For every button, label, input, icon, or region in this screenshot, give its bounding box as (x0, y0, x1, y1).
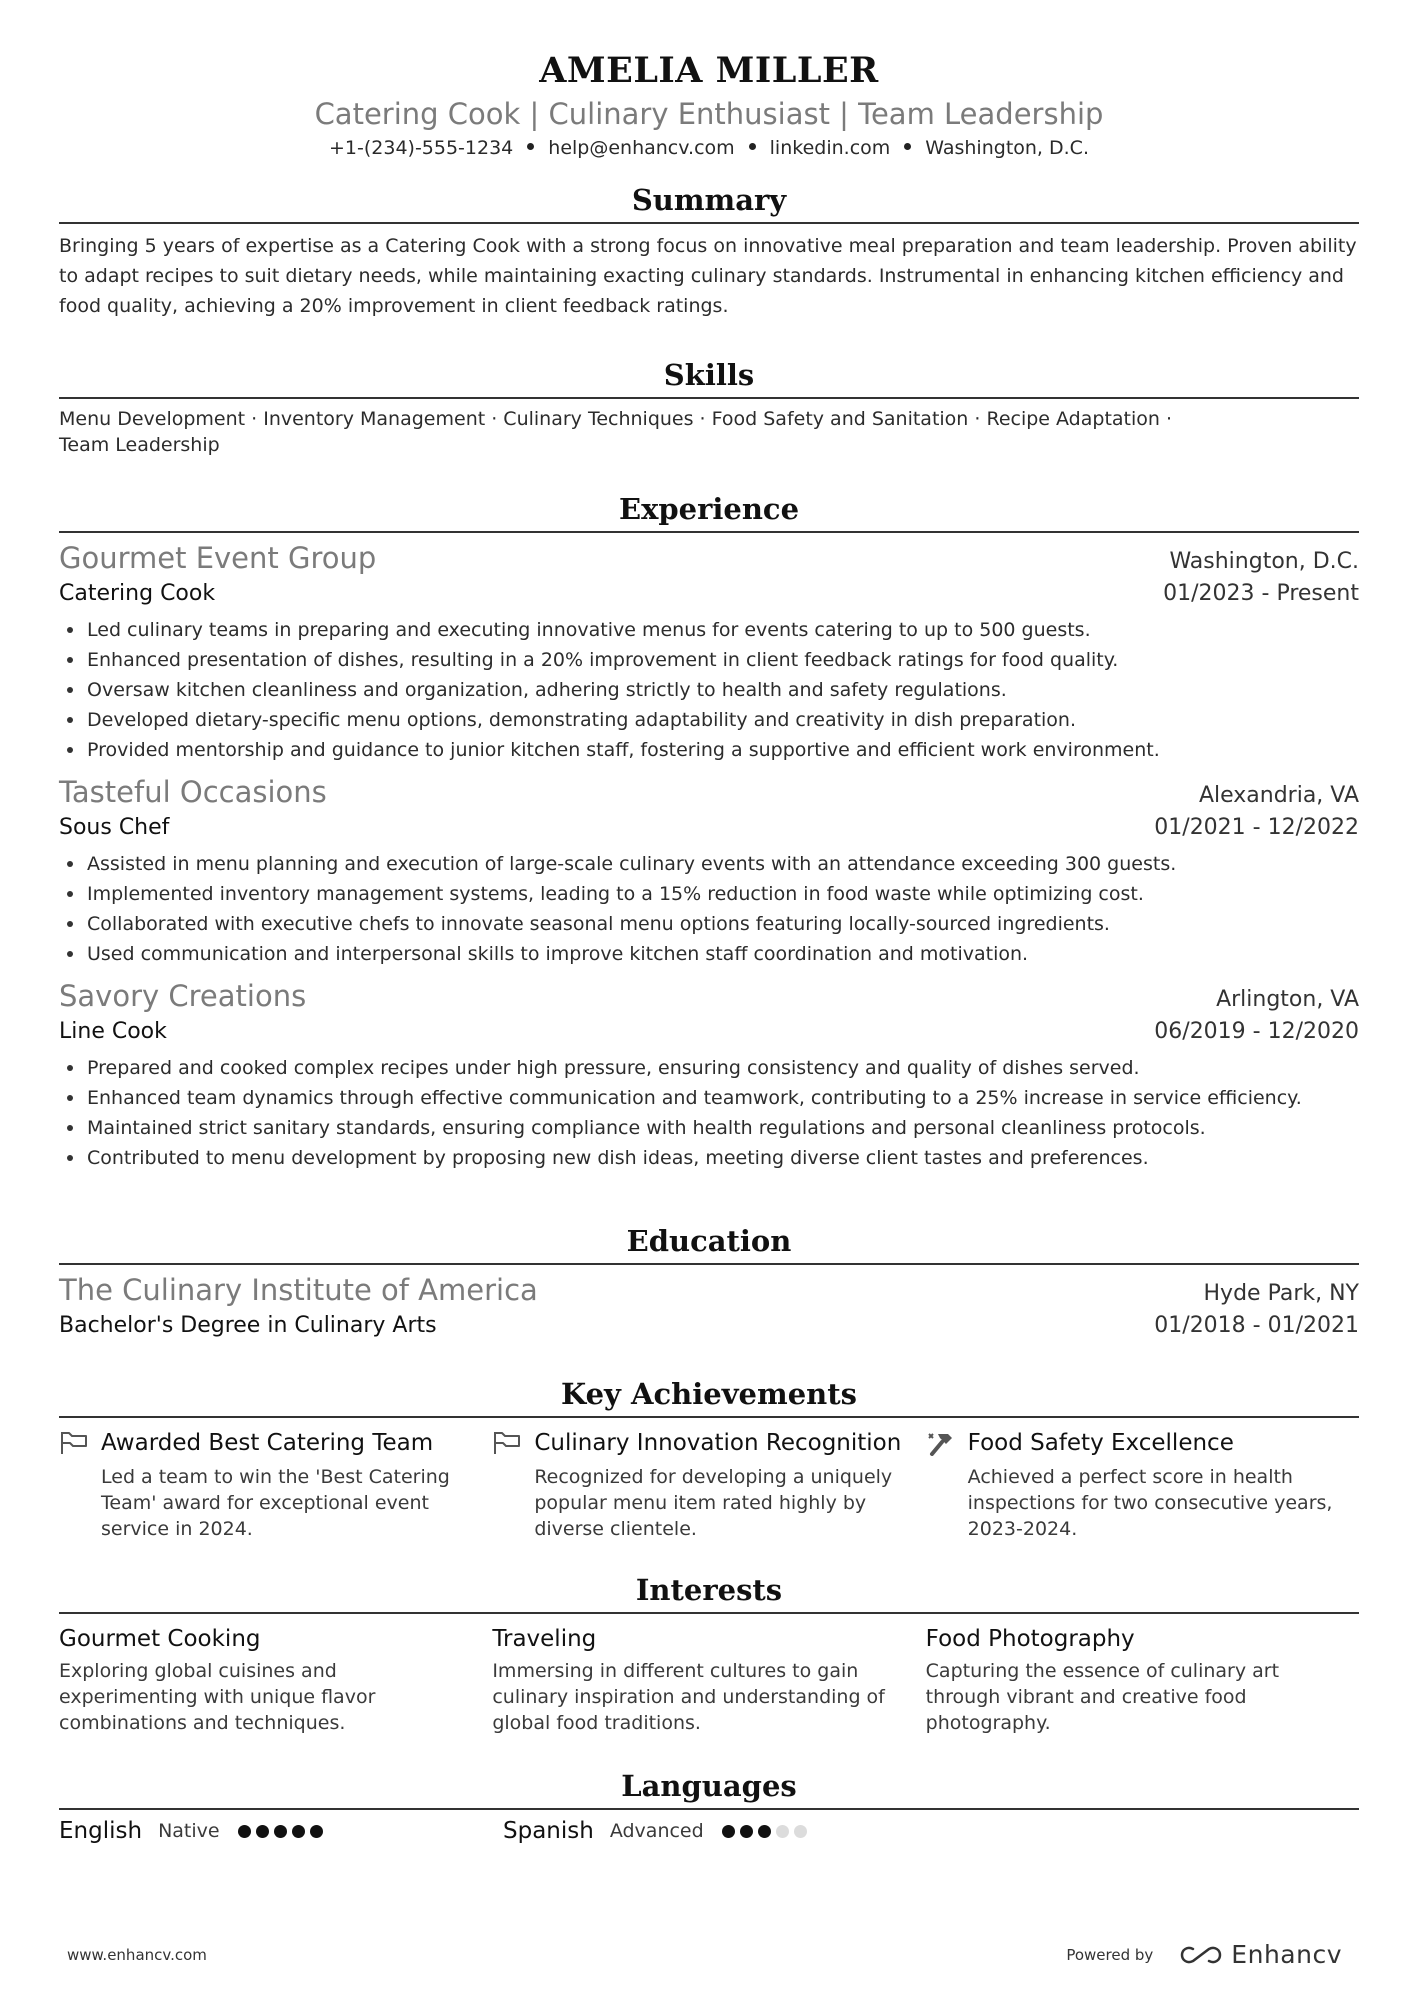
job-dates: 01/2023 - Present (1163, 581, 1359, 606)
job-dates: 06/2019 - 12/2020 (1154, 1019, 1359, 1044)
skills-line: Team Leadership (59, 434, 220, 456)
summary-text: Bringing 5 years of expertise as a Catering Cook with a strong focus on innovative meal preparation and team leadership. Proven ability to adapt recipes to suit dietary needs, while maintaining exacting culinary standards. Instrumental in enhancing kitchen efficiency and food quality, achieving a 20% improvement in client feedback ratings. (59, 235, 1357, 317)
bullet-separator (904, 143, 911, 150)
rating-dot-filled (758, 1825, 771, 1838)
interests-section (59, 1570, 1359, 1736)
skills-list (59, 406, 1359, 458)
interest-desc: Exploring global cuisines and experimenting with unique flavor combinations and techniques. (59, 1660, 376, 1734)
rating-dot-empty (776, 1825, 789, 1838)
language-rating (722, 1825, 812, 1838)
job-location: Arlington, VA (1216, 987, 1359, 1012)
page-footer (67, 1940, 1342, 1969)
section-divider (59, 397, 1359, 399)
rating-dot-filled (310, 1825, 323, 1838)
rating-dot-filled (740, 1825, 753, 1838)
achievement-item (926, 1426, 1359, 1542)
skills-line: Menu Development · Inventory Management · Culinary Techniques · Food Safety and Sanitation · Recipe Adaptation · (59, 408, 1173, 430)
section-divider (59, 1416, 1359, 1418)
achievement-item (492, 1426, 925, 1542)
resume-header (59, 0, 1359, 162)
job-bullets (59, 849, 1359, 969)
rating-dot-filled (292, 1825, 305, 1838)
rating-dot-filled (256, 1825, 269, 1838)
rating-dot-filled (722, 1825, 735, 1838)
job-location: Alexandria, VA (1198, 783, 1359, 808)
job-dates: 01/2021 - 12/2022 (1154, 815, 1359, 840)
summary-section (59, 180, 1359, 321)
experience-section (59, 489, 1359, 1173)
footer-url[interactable]: www.enhancv.com (67, 1945, 207, 1964)
education-section (59, 1221, 1359, 1343)
flag-icon (492, 1430, 522, 1456)
job-role: Catering Cook (59, 581, 216, 606)
interest-desc: Immersing in different cultures to gain culinary inspiration and understanding of global food traditions. (492, 1660, 885, 1734)
interest-item (492, 1622, 925, 1736)
rating-dot-filled (274, 1825, 287, 1838)
language-name: English (59, 1818, 143, 1844)
education-school: The Culinary Institute of America (59, 1273, 538, 1307)
resume-page (59, 0, 1359, 1995)
section-divider (59, 1263, 1359, 1265)
list-item: Enhanced presentation of dishes, resulting in a 20% improvement in client feedback ratings for food quality. (87, 645, 1359, 675)
achievement-title: Awarded Best Catering Team (101, 1430, 434, 1456)
job-entry (59, 539, 1359, 765)
rating-dot-empty (794, 1825, 807, 1838)
list-item: Collaborated with executive chefs to innovate seasonal menu options featuring locally-sourced ingredients. (87, 909, 1359, 939)
section-heading: Interests (635, 1573, 783, 1607)
list-item: Used communication and interpersonal skills to improve kitchen staff coordination and motivation. (87, 939, 1359, 969)
contact-email[interactable]: help@enhancv.com (548, 137, 735, 159)
section-heading: Education (626, 1224, 792, 1258)
powered-by-label: Powered by (1066, 1945, 1154, 1964)
list-item: Contributed to menu development by proposing new dish ideas, meeting diverse client tastes and preferences. (87, 1143, 1359, 1173)
candidate-title: Catering Cook | Culinary Enthusiast | Team Leadership (314, 97, 1104, 131)
section-heading: Experience (618, 492, 800, 526)
job-bullets (59, 1053, 1359, 1173)
interest-title: Food Photography (925, 1626, 1135, 1652)
section-heading: Skills (663, 358, 755, 392)
languages-section (59, 1766, 1359, 1844)
list-item: Oversaw kitchen cleanliness and organization, adhering strictly to health and safety regulations. (87, 675, 1359, 705)
contact-line (59, 134, 1359, 162)
education-location: Hyde Park, NY (1203, 1281, 1359, 1306)
job-role: Sous Chef (59, 815, 170, 840)
education-degree: Bachelor's Degree in Culinary Arts (59, 1313, 437, 1338)
list-item: Led culinary teams in preparing and executing innovative menus for events catering to up to 500 guests. (87, 615, 1359, 645)
enhancv-logo-icon (1179, 1943, 1223, 1967)
job-bullets (59, 615, 1359, 765)
achievement-desc: Achieved a perfect score in health inspections for two consecutive years, 2023-2024. (967, 1466, 1333, 1540)
achievement-item (59, 1426, 492, 1542)
section-divider (59, 1612, 1359, 1614)
bullet-separator (527, 143, 534, 150)
achievement-title: Food Safety Excellence (967, 1430, 1234, 1456)
list-item: Maintained strict sanitary standards, ensuring compliance with health regulations and personal cleanliness protocols. (87, 1113, 1359, 1143)
section-divider (59, 222, 1359, 224)
achievement-title: Culinary Innovation Recognition (534, 1430, 902, 1456)
job-company: Savory Creations (59, 979, 307, 1013)
job-company: Tasteful Occasions (59, 775, 327, 809)
rating-dot-filled (238, 1825, 251, 1838)
interest-desc: Capturing the essence of culinary art through vibrant and creative food photography. (925, 1660, 1280, 1734)
job-entry (59, 773, 1359, 969)
hammer-icon (926, 1430, 956, 1456)
achievement-desc: Led a team to win the 'Best Catering Team' award for exceptional event service in 2024. (101, 1466, 450, 1540)
achievement-desc: Recognized for developing a uniquely popular menu item rated highly by diverse clientele. (534, 1466, 893, 1540)
skills-section (59, 355, 1359, 458)
job-company: Gourmet Event Group (59, 541, 377, 575)
list-item: Prepared and cooked complex recipes under high pressure, ensuring consistency and quality of dishes served. (87, 1053, 1359, 1083)
list-item: Implemented inventory management systems, leading to a 15% reduction in food waste while optimizing cost. (87, 879, 1359, 909)
flag-icon (59, 1430, 89, 1456)
language-level: Native (158, 1820, 220, 1842)
brand-name[interactable]: Enhancv (1231, 1940, 1342, 1969)
list-item: Provided mentorship and guidance to junior kitchen staff, fostering a supportive and efficient work environment. (87, 735, 1359, 765)
list-item: Enhanced team dynamics through effective communication and teamwork, contributing to a 25% increase in service efficiency. (87, 1083, 1359, 1113)
job-location: Washington, D.C. (1169, 549, 1359, 574)
section-divider (59, 1808, 1359, 1810)
job-role: Line Cook (59, 1019, 167, 1044)
language-level: Advanced (609, 1820, 704, 1842)
contact-location: Washington, D.C. (925, 137, 1089, 159)
language-name: Spanish (503, 1818, 594, 1844)
interest-item (59, 1622, 492, 1736)
contact-phone: +1-(234)-555-1234 (328, 137, 514, 159)
job-entry (59, 977, 1359, 1173)
interest-title: Traveling (492, 1626, 597, 1652)
education-dates: 01/2018 - 01/2021 (1154, 1313, 1359, 1338)
list-item: Developed dietary-specific menu options, demonstrating adaptability and creativity in dish preparation. (87, 705, 1359, 735)
section-divider (59, 531, 1359, 533)
bullet-separator (749, 143, 756, 150)
achievements-section (59, 1374, 1359, 1542)
section-heading: Summary (631, 183, 787, 217)
interest-title: Gourmet Cooking (59, 1626, 261, 1652)
language-rating (238, 1825, 328, 1838)
list-item: Assisted in menu planning and execution of large-scale culinary events with an attendance exceeding 300 guests. (87, 849, 1359, 879)
section-heading: Languages (621, 1769, 797, 1803)
language-item (503, 1818, 947, 1844)
candidate-name: AMELIA MILLER (539, 50, 879, 91)
contact-linkedin[interactable]: linkedin.com (769, 137, 891, 159)
section-heading: Key Achievements (561, 1377, 857, 1411)
language-item (59, 1818, 503, 1844)
interest-item (926, 1622, 1359, 1736)
